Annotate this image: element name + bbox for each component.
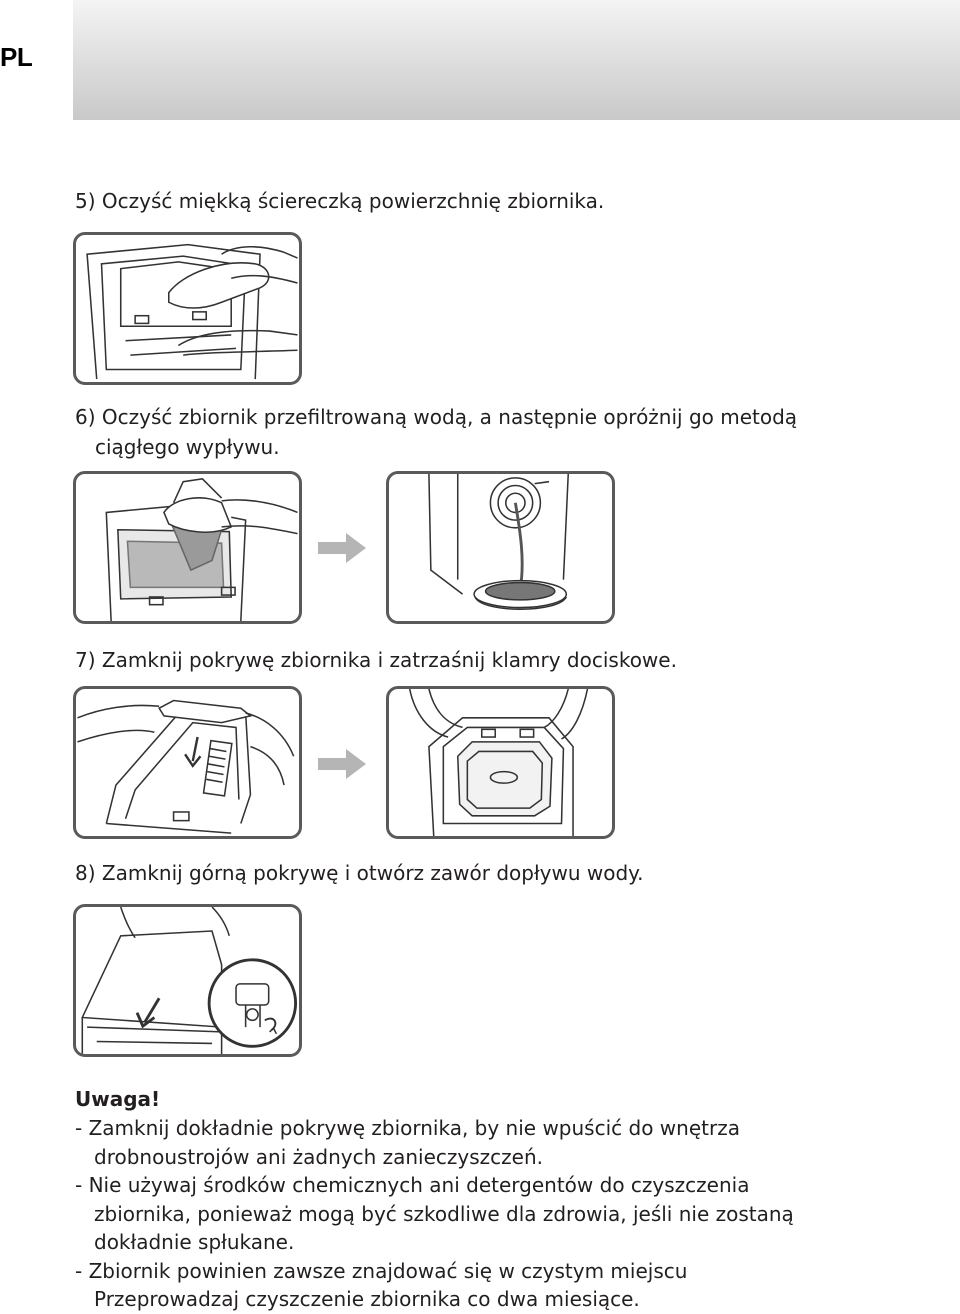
note-item-3-line-2: Przeprowadzaj czyszczenie zbiornika co dwa miesiące. xyxy=(94,1287,640,1311)
closing-tank-lid-illustration xyxy=(73,686,302,839)
step-7-text: 7) Zamknij pokrywę zbiornika i zatrzaśnij klamry dociskowe. xyxy=(75,648,677,672)
note-item-1-line-1: - Zamknij dokładnie pokrywę zbiornika, by nie wpuścić do wnętrza xyxy=(75,1116,740,1140)
note-item-2-line-3: dokładnie spłukane. xyxy=(94,1230,295,1254)
arrow-right-icon xyxy=(318,749,366,779)
draining-water-illustration xyxy=(386,471,615,624)
latched-lid-illustration xyxy=(386,686,615,839)
pouring-water-illustration xyxy=(73,471,302,624)
note-item-2-line-2: zbiornika, ponieważ mogą być szkodliwe dla zdrowia, jeśli nie zostaną xyxy=(94,1201,794,1226)
note-item xyxy=(75,1171,935,1257)
note-item-2-line-1: - Nie używaj środków chemicznych ani detergentów do czyszczenia xyxy=(75,1173,750,1197)
step-6-line-2: ciągłego wypływu. xyxy=(95,435,280,459)
header-bar xyxy=(73,0,960,120)
closing-top-cover-valve-illustration xyxy=(73,904,302,1057)
note-title: Uwaga! xyxy=(75,1087,161,1111)
wiping-tank-illustration xyxy=(73,232,302,385)
arrow-right-icon xyxy=(318,533,366,563)
note-list xyxy=(75,1114,935,1314)
note-item xyxy=(75,1257,935,1314)
step-8-text: 8) Zamknij górną pokrywę i otwórz zawór dopływu wody. xyxy=(75,861,644,885)
note-item xyxy=(75,1114,935,1171)
step-5-text: 5) Oczyść miękką ściereczką powierzchnię zbiornika. xyxy=(75,189,605,213)
step-6-line-1: 6) Oczyść zbiornik przefiltrowaną wodą, a następnie opróżnij go metodą xyxy=(75,405,798,429)
note-item-1-line-2: drobnoustrojów ani żadnych zanieczyszczeń. xyxy=(94,1144,543,1169)
note-item-3-line-1: - Zbiornik powinien zawsze znajdować się w czystym miejscu xyxy=(75,1258,688,1283)
step-6-text xyxy=(75,402,915,462)
language-code: PL xyxy=(0,42,33,72)
